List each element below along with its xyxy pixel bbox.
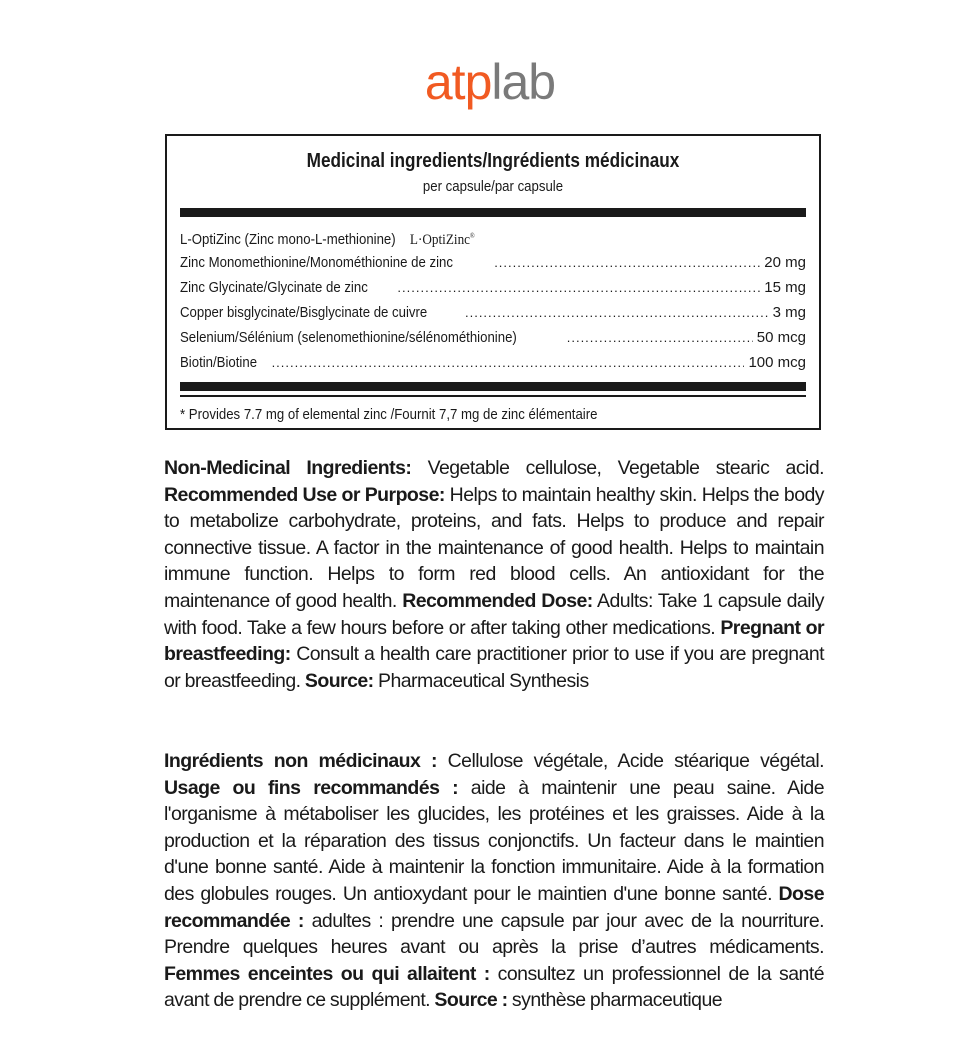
fr-source-text: synthèse pharmaceutique [507,989,723,1012]
leader-dots [272,355,745,370]
french-description [164,748,824,1014]
fr-dose-text: adultes : prendre une capsule par jour avec de la nourriture. Prendre quelques heures avant ou après la prise d’autres médicaments. [164,909,824,959]
brand-logo-lab: lab [491,54,556,110]
brand-logo-atp: atp [424,54,492,110]
brand-logo [0,52,980,112]
ingredient-name: Copper bisglycinate/Bisglycinate de cuivre [180,304,428,321]
en-preg-label: Pregnant or breastfeeding: [164,616,824,666]
ingredient-list [180,254,806,379]
en-dose-text: Adults: Take 1 capsule daily with food. Take a few hours before or after taking other medications. [164,589,824,639]
optizinc-trademark [410,232,475,248]
fr-preg-label: Femmes enceintes ou qui allaitent : [164,962,490,985]
ingredient-name: Zinc Monomethionine/Monométhionine de zinc [180,254,453,271]
panel-title: Medicinal ingredients/Ingrédients médicinaux [306,150,680,172]
optizinc-trademark-text: L·OptiZinc [409,232,471,248]
bottom-divider [180,382,806,391]
ingredient-name: Selenium/Sélénium (selenomethionine/sélénométhionine) [180,329,517,346]
footnote: * Provides 7.7 mg of elemental zinc /Fournit 7,7 mg de zinc élémentaire [180,406,598,423]
leader-dots [494,255,760,270]
fr-nmi-text: Cellulose végétale, Acide stéarique végétal. [436,750,824,772]
en-dose-label: Recommended Dose: [402,589,593,612]
fr-nmi-label: Ingrédients non médicinaux : [164,750,437,772]
registered-symbol: ® [470,232,475,240]
fr-source-label: Source : [434,989,508,1012]
ingredient-amount: 50 mcg [756,329,806,346]
en-preg-text: Consult a health care practitioner prior to use if you are pregnant or breastfeeding. [164,643,824,692]
panel-subtitle: per capsule/par capsule [422,178,564,195]
fr-use-text: aide à maintenir une peau saine. Aide l'organisme à métaboliser les glucides, les protéines et les graisses. Aide à la production et la réparation des tissus conjonctifs. Un facteur dans le maintien d'une bonne santé. Aide à maintenir la fonction immunitaire. Aide à la formation des globules rouges. Un antioxydant pour le maintien d'une bonne santé. [164,776,825,905]
english-description [164,455,824,694]
fr-preg-text: consultez un professionnel de la santé avant de prendre ce supplément. [164,962,824,1012]
en-nmi-label: Non-Medicinal Ingredients: [164,457,412,479]
bottom-thin-divider [180,395,806,397]
ingredient-row [180,304,806,329]
medicinal-ingredients-panel [165,134,821,430]
ingredient-header [180,231,475,249]
ingredient-amount: 20 mg [764,254,806,271]
en-use-text: Helps to maintain healthy skin. Helps the body to metabolize carbohydrate, proteins, and fats. Helps to produce and repair connective tissue. A factor in the maintenance of good health. Helps to maintain immune function. Helps to form red blood cells. An antioxidant for the maintenance of good health. [164,483,824,612]
ingredient-name: Biotin/Biotine [180,354,258,371]
fr-dose-label: Dose recommandée : [164,882,824,932]
ingredient-row [180,354,806,379]
en-nmi-text: Vegetable cellulose, Vegetable stearic acid. [411,457,824,479]
leader-dots [567,330,753,345]
ingredient-name: Zinc Glycinate/Glycinate de zinc [180,279,368,296]
top-divider [180,208,806,217]
leader-dots [465,305,769,320]
ingredient-amount: 15 mg [764,279,806,296]
en-use-label: Recommended Use or Purpose: [164,483,445,506]
ingredient-row [180,329,806,354]
ingredient-row [180,279,806,304]
en-source-label: Source: [304,669,374,692]
ingredient-header-label: L-OptiZinc (Zinc mono-L-methionine) [180,231,396,248]
leader-dots [397,280,760,295]
fr-use-label: Usage ou fins recommandés : [164,776,459,799]
en-source-text: Pharmaceutical Synthesis [373,669,589,692]
ingredient-amount: 3 mg [772,304,806,321]
ingredient-amount: 100 mcg [748,354,806,371]
ingredient-row [180,254,806,279]
